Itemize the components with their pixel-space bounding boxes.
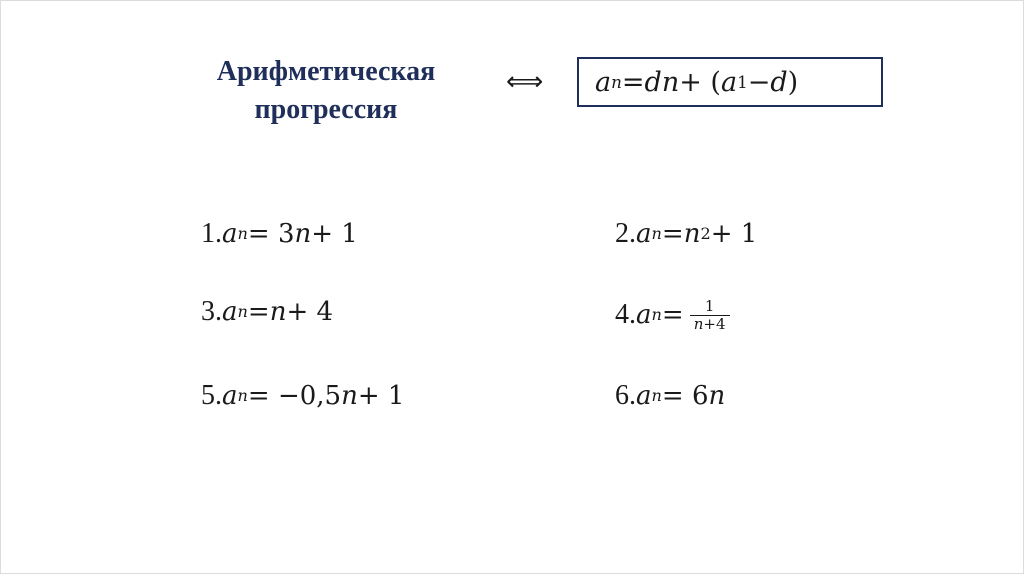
- title-line-1: Арифметическая: [216, 56, 436, 87]
- example-1: [201, 217, 358, 251]
- example-rhs-post: + 1: [311, 219, 358, 249]
- example-number: 3.: [201, 296, 222, 327]
- example-a: a: [636, 381, 652, 411]
- example-sub: n: [237, 302, 248, 321]
- fraction-denominator: [690, 316, 730, 333]
- title-line-2: прогрессия: [254, 94, 398, 125]
- example-a: a: [636, 300, 652, 330]
- example-var: n: [294, 219, 312, 249]
- example-rhs-pre: = 6: [661, 381, 709, 411]
- example-rhs-pre: =: [661, 300, 684, 330]
- fraction-numerator: 1: [704, 296, 715, 315]
- example-5: [201, 379, 404, 413]
- formula-n: n: [661, 66, 680, 98]
- example-rhs-pre: =: [247, 297, 270, 327]
- example-2: [615, 217, 757, 251]
- formula-n-subscript: n: [611, 72, 622, 92]
- example-6: [615, 379, 725, 413]
- formula-one-subscript: 1: [737, 72, 748, 92]
- example-var: n: [683, 219, 701, 249]
- example-rhs-post: + 4: [286, 297, 334, 327]
- example-rhs-post: + 1: [710, 219, 758, 249]
- example-number: 1.: [201, 218, 222, 249]
- example-a: a: [222, 219, 238, 249]
- example-rhs-pre: = −0,5: [247, 381, 342, 411]
- formula-plus-paren: + (: [679, 66, 721, 98]
- example-fraction: [690, 298, 730, 333]
- fraction-den-var: n: [693, 314, 704, 333]
- example-var: n: [269, 297, 287, 327]
- formula-a1: a: [720, 66, 738, 98]
- example-number: 4.: [615, 299, 636, 330]
- fraction-den-rest: +4: [703, 314, 726, 333]
- example-number: 6.: [615, 380, 636, 411]
- example-sub: n: [237, 386, 248, 405]
- formula-equals: =: [621, 66, 645, 98]
- example-4: [615, 289, 730, 341]
- example-number: 2.: [615, 218, 636, 249]
- formula-close-paren: ): [787, 66, 799, 98]
- formula-d2: d: [770, 66, 788, 98]
- example-var: n: [341, 381, 358, 411]
- example-3: [201, 295, 333, 329]
- example-sup: 2: [700, 224, 711, 243]
- example-rhs-post: + 1: [357, 381, 405, 411]
- example-var: n: [708, 381, 726, 411]
- example-a: a: [636, 219, 652, 249]
- formula-d: d: [644, 66, 662, 98]
- example-sub: n: [237, 224, 248, 243]
- formula-minus: −: [747, 66, 771, 98]
- example-number: 5.: [201, 380, 222, 411]
- example-rhs-pre: = 3: [247, 219, 295, 249]
- formula-a: a: [595, 66, 612, 98]
- example-rhs-pre: =: [661, 219, 684, 249]
- slide-title: [191, 53, 461, 129]
- example-a: a: [222, 381, 238, 411]
- example-sub: n: [651, 386, 662, 405]
- example-sub: n: [651, 305, 662, 324]
- example-sub: n: [651, 224, 662, 243]
- example-a: a: [222, 297, 238, 327]
- definition-formula-box: [577, 57, 883, 107]
- equivalence-symbol: ⟺: [506, 67, 544, 97]
